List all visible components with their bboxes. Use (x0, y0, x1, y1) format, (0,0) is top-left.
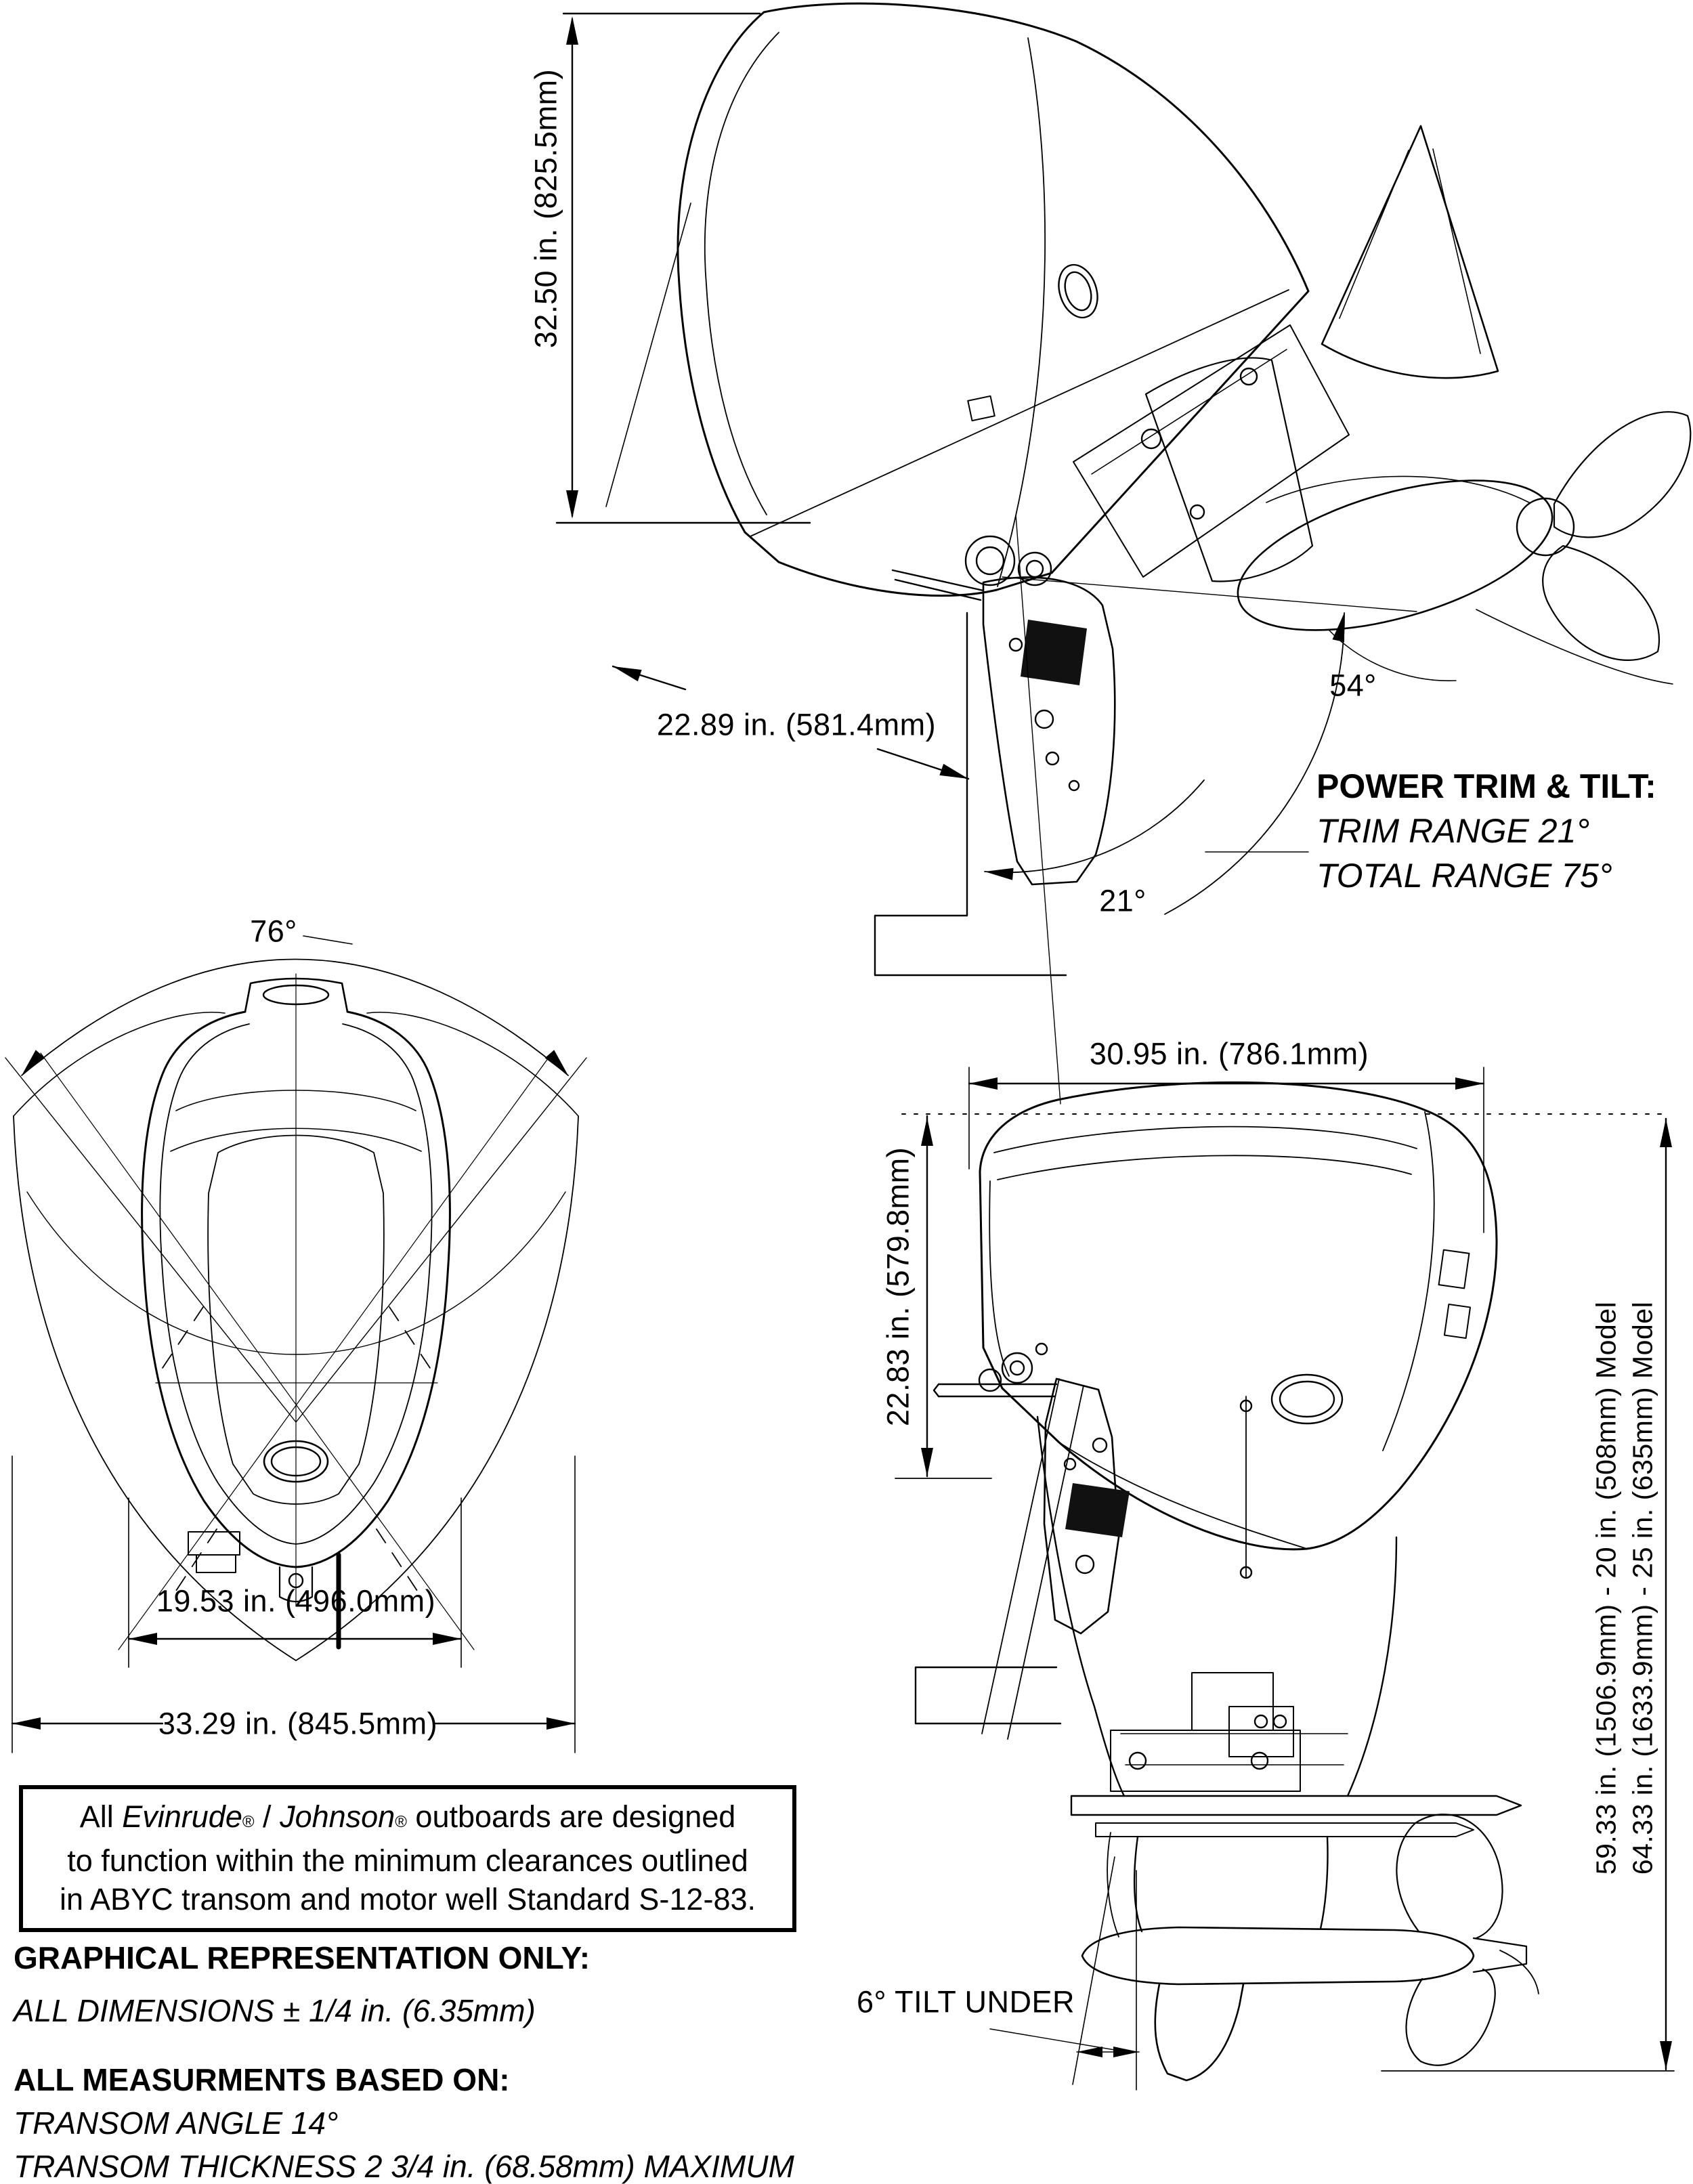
callout-title: POWER TRIM & TILT: (1316, 767, 1656, 805)
clearance-note-line2: to function within the minimum clearances outlined (67, 1843, 748, 1878)
tilt-angle-label: 54° (1329, 668, 1377, 703)
steering-angle-label: 76° (250, 914, 297, 949)
overall-height-25-label: 64.33 in. (1633.9mm) - 25 in. (635mm) Model (1627, 1301, 1658, 1875)
side-view-drawing (895, 1067, 1674, 2090)
footer-heading-graphical: GRAPHICAL REPRESENTATION ONLY: (14, 1940, 591, 1975)
footer-transom-angle: TRANSOM ANGLE 14° (14, 2105, 339, 2141)
length-dimension-label: 30.95 in. (786.1mm) (1089, 1036, 1369, 1071)
power-trim-tilt-callout (1316, 764, 1656, 898)
horizontal-dimension-label: 22.89 in. (581.4mm) (656, 707, 937, 742)
callout-total-range: TOTAL RANGE 75° (1316, 857, 1612, 895)
callout-trim-range: TRIM RANGE 21° (1316, 812, 1590, 850)
footer-dimensions-note: ALL DIMENSIONS ± 1/4 in. (6.35mm) (14, 1993, 536, 2028)
top-view-drawing (5, 936, 586, 1753)
height-dimension-label: 32.50 in. (825.5mm) (528, 68, 563, 349)
clearance-note-box (19, 1785, 796, 1932)
swing-width-dimension-label: 33.29 in. (845.5mm) (158, 1706, 438, 1741)
tilt-under-label: 6° TILT UNDER (856, 1984, 1075, 2019)
overall-height-20-label: 59.33 in. (1506.9mm) - 20 in. (508mm) Model (1590, 1301, 1622, 1875)
clearance-note-line3: in ABYC transom and motor well Standard S-12-83. (59, 1882, 756, 1917)
footer-transom-thickness: TRANSOM THICKNESS 2 3/4 in. (68.58mm) MAXIMUM (14, 2149, 794, 2184)
cowl-width-dimension-label: 19.53 in. (496.0mm) (156, 1583, 436, 1619)
clearance-note-line1: All Evinrude® / Johnson® outboards are designed (79, 1799, 736, 1834)
tilted-view-drawing (557, 3, 1690, 1104)
transom-height-dimension-label: 22.83 in. (579.8mm) (880, 1147, 916, 1427)
footer-heading-measurements: ALL MEASURMENTS BASED ON: (14, 2062, 510, 2097)
trim-angle-label: 21° (1099, 883, 1146, 918)
